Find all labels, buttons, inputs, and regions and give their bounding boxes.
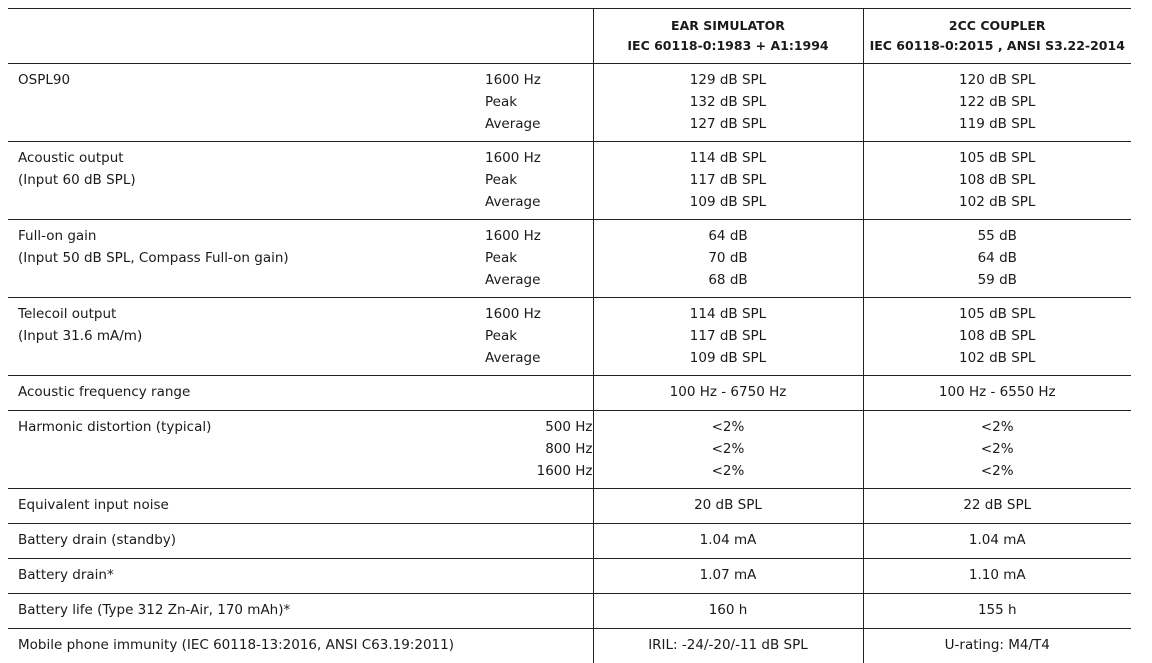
frequency-label [469, 220, 593, 298]
coupler-value-line: 59 dB [864, 269, 1132, 291]
parameter-label [8, 411, 469, 489]
ear-simulator-value-line: 20 dB SPL [594, 494, 863, 516]
parameter-label-line: Battery life (Type 312 Zn-Air, 170 mAh)* [18, 599, 469, 621]
coupler-title: 2CC COUPLER [864, 16, 1132, 36]
frequency-label [469, 411, 593, 489]
ear-simulator-value-line: 70 dB [594, 247, 863, 269]
coupler-value-line: 122 dB SPL [864, 91, 1132, 113]
ear-simulator-value-line: 127 dB SPL [594, 113, 863, 135]
header-ear-simulator [593, 9, 863, 64]
coupler-value-line: <2% [864, 460, 1132, 482]
ear-simulator-value-line: 64 dB [594, 225, 863, 247]
coupler-value-line: 1.04 mA [864, 529, 1132, 551]
ear-simulator-value-line: 160 h [594, 599, 863, 621]
frequency-label [469, 594, 593, 629]
parameter-label-line: (Input 31.6 mA/m) [18, 325, 469, 347]
table-row [8, 524, 1131, 559]
parameter-label-line: Battery drain* [18, 564, 469, 586]
frequency-label [469, 142, 593, 220]
table-row [8, 64, 1131, 142]
ear-simulator-value [593, 298, 863, 376]
frequency-label-line: 500 Hz [469, 416, 593, 438]
frequency-label-line: Average [469, 113, 593, 135]
ear-simulator-value-line: 109 dB SPL [594, 191, 863, 213]
frequency-label-line: Peak [469, 91, 593, 113]
header-2cc-coupler [863, 9, 1131, 64]
table-row [8, 142, 1131, 220]
ear-simulator-value [593, 559, 863, 594]
frequency-label-line: 1600 Hz [469, 460, 593, 482]
parameter-label [8, 220, 469, 298]
frequency-label-line: 1600 Hz [469, 225, 593, 247]
coupler-value-line: 102 dB SPL [864, 347, 1132, 369]
parameter-label-line: Battery drain (standby) [18, 529, 469, 551]
ear-simulator-value-line: <2% [594, 438, 863, 460]
table-row [8, 376, 1131, 411]
ear-simulator-value-line: 1.04 mA [594, 529, 863, 551]
ear-simulator-value-line: 109 dB SPL [594, 347, 863, 369]
ear-simulator-value [593, 489, 863, 524]
ear-simulator-value-line: 117 dB SPL [594, 169, 863, 191]
frequency-label [469, 376, 593, 411]
frequency-label-line: 800 Hz [469, 438, 593, 460]
ear-simulator-value [593, 594, 863, 629]
ear-simulator-value [593, 524, 863, 559]
specifications-table [8, 8, 1131, 663]
ear-simulator-standard: IEC 60118-0:1983 + A1:1994 [594, 36, 863, 56]
coupler-value-line: 105 dB SPL [864, 303, 1132, 325]
coupler-value-line: 100 Hz - 6550 Hz [864, 381, 1132, 403]
coupler-value [863, 489, 1131, 524]
parameter-label-line: Acoustic frequency range [18, 381, 469, 403]
coupler-value [863, 64, 1131, 142]
ear-simulator-value-line: <2% [594, 460, 863, 482]
frequency-label-line: Peak [469, 169, 593, 191]
coupler-value-line: 64 dB [864, 247, 1132, 269]
coupler-value-line: 22 dB SPL [864, 494, 1132, 516]
ear-simulator-value [593, 629, 863, 663]
coupler-value-line: 105 dB SPL [864, 147, 1132, 169]
table-header-row [8, 9, 1131, 64]
ear-simulator-value [593, 142, 863, 220]
parameter-label [8, 298, 469, 376]
coupler-standard: IEC 60118-0:2015 , ANSI S3.22-2014 [864, 36, 1132, 56]
table-row [8, 298, 1131, 376]
coupler-value [863, 594, 1131, 629]
coupler-value-line: 108 dB SPL [864, 169, 1132, 191]
table-row [8, 220, 1131, 298]
ear-simulator-value-line: 117 dB SPL [594, 325, 863, 347]
parameter-label [8, 489, 469, 524]
ear-simulator-title: EAR SIMULATOR [594, 16, 863, 36]
ear-simulator-value-line: 129 dB SPL [594, 69, 863, 91]
table-row [8, 559, 1131, 594]
table-row [8, 489, 1131, 524]
ear-simulator-value [593, 376, 863, 411]
parameter-label-line: (Input 60 dB SPL) [18, 169, 469, 191]
frequency-label-line: 1600 Hz [469, 303, 593, 325]
coupler-value-line: 102 dB SPL [864, 191, 1132, 213]
frequency-label-line: 1600 Hz [469, 147, 593, 169]
frequency-label-line: Peak [469, 325, 593, 347]
parameter-label-line: Harmonic distortion (typical) [18, 416, 469, 438]
header-blank-cell [8, 9, 593, 64]
ear-simulator-value [593, 411, 863, 489]
ear-simulator-value-line: 114 dB SPL [594, 147, 863, 169]
parameter-label-line: Acoustic output [18, 147, 469, 169]
ear-simulator-value-line: 1.07 mA [594, 564, 863, 586]
coupler-value-line: 119 dB SPL [864, 113, 1132, 135]
ear-simulator-value-line: 114 dB SPL [594, 303, 863, 325]
ear-simulator-value-line: IRIL: -24/-20/-11 dB SPL [594, 634, 863, 656]
ear-simulator-value [593, 64, 863, 142]
coupler-value-line: 120 dB SPL [864, 69, 1132, 91]
parameter-label [8, 559, 469, 594]
frequency-label [469, 524, 593, 559]
parameter-label [8, 629, 469, 663]
parameter-label-line: Mobile phone immunity (IEC 60118-13:2016, ANSI C63.19:2011) [18, 634, 469, 656]
table-row [8, 594, 1131, 629]
frequency-label-line: 1600 Hz [469, 69, 593, 91]
coupler-value-line: 1.10 mA [864, 564, 1132, 586]
coupler-value [863, 376, 1131, 411]
table-body [8, 64, 1131, 663]
coupler-value [863, 524, 1131, 559]
parameter-label-line: Equivalent input noise [18, 494, 469, 516]
parameter-label [8, 142, 469, 220]
coupler-value-line: 155 h [864, 599, 1132, 621]
coupler-value [863, 220, 1131, 298]
ear-simulator-value-line: 132 dB SPL [594, 91, 863, 113]
frequency-label-line: Average [469, 269, 593, 291]
frequency-label [469, 629, 593, 663]
coupler-value-line: <2% [864, 438, 1132, 460]
table-row [8, 629, 1131, 663]
coupler-value [863, 411, 1131, 489]
frequency-label [469, 559, 593, 594]
coupler-value-line: U-rating: M4/T4 [864, 634, 1132, 656]
coupler-value [863, 629, 1131, 663]
parameter-label [8, 376, 469, 411]
parameter-label [8, 524, 469, 559]
parameter-label [8, 594, 469, 629]
coupler-value-line: 55 dB [864, 225, 1132, 247]
ear-simulator-value-line: <2% [594, 416, 863, 438]
frequency-label-line: Peak [469, 247, 593, 269]
parameter-label-line: (Input 50 dB SPL, Compass Full-on gain) [18, 247, 469, 269]
frequency-label [469, 489, 593, 524]
coupler-value-line: <2% [864, 416, 1132, 438]
frequency-label [469, 64, 593, 142]
parameter-label [8, 64, 469, 142]
ear-simulator-value [593, 220, 863, 298]
frequency-label-line: Average [469, 191, 593, 213]
parameter-label-line: Telecoil output [18, 303, 469, 325]
ear-simulator-value-line: 68 dB [594, 269, 863, 291]
coupler-value [863, 298, 1131, 376]
parameter-label-line: Full-on gain [18, 225, 469, 247]
ear-simulator-value-line: 100 Hz - 6750 Hz [594, 381, 863, 403]
frequency-label-line: Average [469, 347, 593, 369]
coupler-value [863, 142, 1131, 220]
parameter-label-line: OSPL90 [18, 69, 469, 91]
coupler-value [863, 559, 1131, 594]
table-row [8, 411, 1131, 489]
frequency-label [469, 298, 593, 376]
coupler-value-line: 108 dB SPL [864, 325, 1132, 347]
